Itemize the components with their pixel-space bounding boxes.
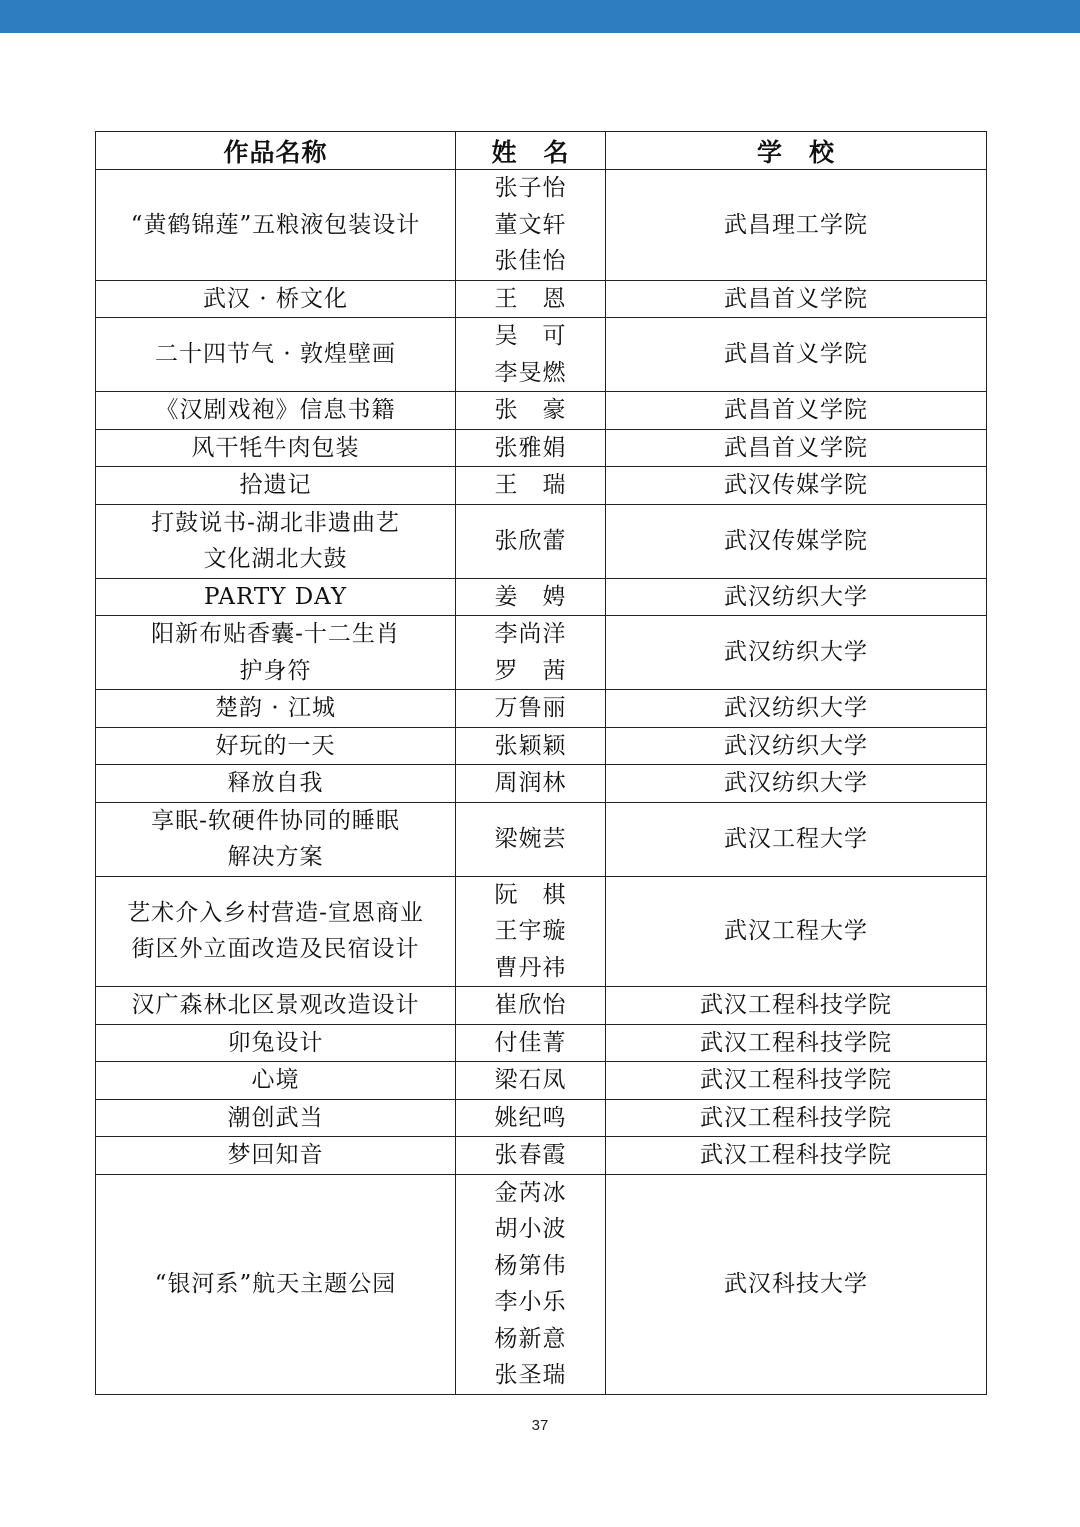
school-cell — [606, 392, 987, 430]
table-row — [96, 876, 987, 987]
work-title-cell — [96, 392, 456, 430]
work-title-cell — [96, 429, 456, 467]
author-names-cell — [456, 690, 606, 728]
author-name: 董文轩 — [494, 211, 567, 238]
author-name: 李小乐 — [494, 1289, 567, 1315]
school-name: 武汉纺织大学 — [724, 583, 868, 610]
header-school: 学 校 — [606, 132, 987, 170]
school-name: 武汉传媒学院 — [724, 472, 868, 498]
school-cell — [606, 429, 987, 467]
work-title-cell — [96, 1024, 456, 1062]
school-name: 武汉工程科技学院 — [700, 1142, 892, 1168]
work-title-line: 汉广森林北区景观改造设计 — [131, 992, 420, 1018]
work-title-cell — [96, 765, 456, 803]
school-name: 武汉纺织大学 — [724, 639, 868, 666]
table-row — [96, 392, 987, 430]
author-names-cell — [456, 876, 606, 987]
table-row — [96, 429, 987, 467]
author-name: 张佳怡 — [494, 248, 567, 274]
author-name: 李旻燃 — [494, 359, 567, 386]
work-title-line: 风干牦牛肉包装 — [191, 434, 360, 461]
work-title-cell — [96, 318, 456, 392]
school-cell — [606, 280, 987, 318]
author-name: 张 豪 — [494, 397, 567, 423]
table-row — [96, 765, 987, 803]
author-name: 周润林 — [494, 770, 567, 796]
author-names-cell — [456, 318, 606, 392]
author-names-cell — [456, 1137, 606, 1175]
school-cell — [606, 1174, 987, 1394]
author-name: 崔欣怡 — [494, 992, 567, 1018]
work-title-line: 文化湖北大鼓 — [203, 546, 348, 572]
work-title-line: 释放自我 — [227, 770, 324, 796]
work-title-cell — [96, 1062, 456, 1100]
work-title-cell — [96, 876, 456, 987]
work-title-cell — [96, 504, 456, 578]
table-row — [96, 578, 987, 616]
author-name: 万鲁丽 — [494, 695, 567, 721]
author-name: 张子怡 — [494, 175, 567, 201]
school-cell — [606, 987, 987, 1025]
author-names-cell — [456, 1174, 606, 1394]
table-row — [96, 1024, 987, 1062]
work-title-line: “银河系”航天主题公园 — [154, 1270, 397, 1297]
author-names-cell — [456, 467, 606, 505]
author-name: 王 瑞 — [494, 472, 567, 498]
work-title-line: 心境 — [251, 1067, 300, 1093]
work-title-line: 武汉 · 桥文化 — [203, 285, 348, 312]
table-row — [96, 318, 987, 392]
header-author-name: 姓 名 — [456, 132, 606, 170]
work-title-cell — [96, 802, 456, 876]
author-name: 李尚洋 — [494, 621, 567, 647]
table-body — [96, 170, 987, 1395]
work-title-cell — [96, 578, 456, 616]
award-list-table — [95, 131, 987, 1395]
table-row — [96, 1137, 987, 1175]
author-name: 吴 可 — [494, 323, 567, 349]
work-title-line: 阳新布贴香囊-十二生肖 — [151, 621, 400, 647]
author-name: 杨第伟 — [494, 1252, 567, 1279]
top-color-band — [0, 0, 1080, 33]
author-names-cell — [456, 578, 606, 616]
work-title-line: 艺术介入乡村营造-宣恩商业 — [127, 899, 424, 926]
author-names-cell — [456, 765, 606, 803]
school-name: 武昌首义学院 — [724, 397, 868, 423]
author-name: 曹丹祎 — [494, 954, 567, 981]
work-title-line: 梦回知音 — [227, 1142, 324, 1168]
work-title-line: “黄鹤锦莲”五粮液包装设计 — [130, 211, 421, 238]
school-cell — [606, 1024, 987, 1062]
work-title-line: 卯兔设计 — [227, 1029, 324, 1056]
author-name: 胡小波 — [494, 1216, 567, 1242]
school-cell — [606, 467, 987, 505]
school-cell — [606, 318, 987, 392]
table-row — [96, 987, 987, 1025]
school-cell — [606, 170, 987, 281]
school-name: 武汉纺织大学 — [724, 695, 868, 721]
author-name: 王宇璇 — [494, 918, 567, 944]
school-name: 武汉纺织大学 — [724, 770, 868, 796]
school-cell — [606, 727, 987, 765]
author-names-cell — [456, 1099, 606, 1137]
table-row — [96, 1174, 987, 1394]
school-cell — [606, 802, 987, 876]
table-row — [96, 802, 987, 876]
table-row — [96, 727, 987, 765]
school-name: 武昌理工学院 — [724, 211, 868, 238]
work-title-line: 好玩的一天 — [215, 732, 336, 759]
author-names-cell — [456, 280, 606, 318]
school-cell — [606, 690, 987, 728]
school-cell — [606, 616, 987, 690]
school-name: 武汉传媒学院 — [724, 527, 868, 554]
school-name: 武汉纺织大学 — [724, 732, 868, 759]
work-title-cell — [96, 280, 456, 318]
page-number: 37 — [531, 1417, 549, 1434]
table-row — [96, 1062, 987, 1100]
school-name: 武昌首义学院 — [724, 285, 868, 312]
author-name: 罗 茜 — [494, 657, 567, 684]
author-names-cell — [456, 429, 606, 467]
school-name: 武汉工程科技学院 — [700, 1067, 892, 1093]
school-cell — [606, 1099, 987, 1137]
work-title-line: 解决方案 — [227, 844, 324, 870]
school-name: 武汉工程大学 — [724, 918, 868, 944]
table-row — [96, 690, 987, 728]
work-title-cell — [96, 987, 456, 1025]
school-name: 武昌首义学院 — [724, 434, 868, 461]
author-names-cell — [456, 170, 606, 281]
author-name: 阮 棋 — [494, 881, 567, 908]
work-title-line: 拾遗记 — [239, 472, 312, 498]
table-row — [96, 1099, 987, 1137]
header-work-title: 作品名称 — [96, 132, 456, 170]
work-title-line: 街区外立面改造及民宿设计 — [131, 936, 420, 963]
school-cell — [606, 765, 987, 803]
author-name: 张圣瑞 — [494, 1362, 567, 1388]
table-row — [96, 467, 987, 505]
table-row — [96, 616, 987, 690]
work-title-line: 二十四节气 · 敦煌壁画 — [155, 341, 396, 368]
author-name: 梁石凤 — [494, 1067, 567, 1093]
work-title-cell — [96, 616, 456, 690]
school-name: 武汉工程科技学院 — [700, 992, 892, 1018]
author-name: 张春霞 — [494, 1142, 567, 1168]
work-title-line: 潮创武当 — [227, 1104, 324, 1131]
work-title-line: 楚韵 · 江城 — [215, 695, 336, 721]
author-names-cell — [456, 616, 606, 690]
work-title-cell — [96, 727, 456, 765]
author-name: 金芮冰 — [494, 1179, 567, 1206]
author-name: 杨新意 — [494, 1325, 567, 1352]
school-cell — [606, 504, 987, 578]
work-title-cell — [96, 170, 456, 281]
school-name: 武汉工程大学 — [724, 825, 868, 852]
author-name: 张颖颖 — [494, 732, 567, 759]
work-title-cell — [96, 467, 456, 505]
school-cell — [606, 1137, 987, 1175]
table-row — [96, 504, 987, 578]
author-names-cell — [456, 727, 606, 765]
author-name: 张雅娟 — [494, 434, 567, 461]
author-name: 王 恩 — [494, 285, 567, 312]
author-name: 姚纪鸣 — [494, 1104, 567, 1131]
table-row — [96, 280, 987, 318]
school-name: 武昌首义学院 — [724, 341, 868, 368]
author-names-cell — [456, 987, 606, 1025]
school-name: 武汉工程科技学院 — [700, 1029, 892, 1056]
school-cell — [606, 876, 987, 987]
table-row — [96, 170, 987, 281]
work-title-line: PARTY DAY — [203, 583, 348, 610]
author-names-cell — [456, 1024, 606, 1062]
author-names-cell — [456, 802, 606, 876]
school-name: 武汉工程科技学院 — [700, 1104, 892, 1131]
table-header-row — [96, 132, 987, 170]
author-name: 姜 娉 — [494, 583, 567, 610]
author-name: 张欣蕾 — [494, 527, 567, 554]
work-title-cell — [96, 1174, 456, 1394]
work-title-cell — [96, 1137, 456, 1175]
work-title-line: 享眠-软硬件协同的睡眠 — [151, 807, 400, 834]
author-name: 付佳菁 — [494, 1029, 567, 1056]
author-names-cell — [456, 504, 606, 578]
work-title-line: 护身符 — [239, 657, 312, 684]
author-names-cell — [456, 1062, 606, 1100]
author-name: 梁婉芸 — [494, 825, 567, 852]
school-name: 武汉科技大学 — [724, 1270, 868, 1297]
school-cell — [606, 578, 987, 616]
work-title-line: 打鼓说书-湖北非遗曲艺 — [151, 509, 400, 536]
work-title-cell — [96, 1099, 456, 1137]
author-names-cell — [456, 392, 606, 430]
work-title-line: 《汉剧戏袍》信息书籍 — [155, 397, 396, 423]
school-cell — [606, 1062, 987, 1100]
work-title-cell — [96, 690, 456, 728]
